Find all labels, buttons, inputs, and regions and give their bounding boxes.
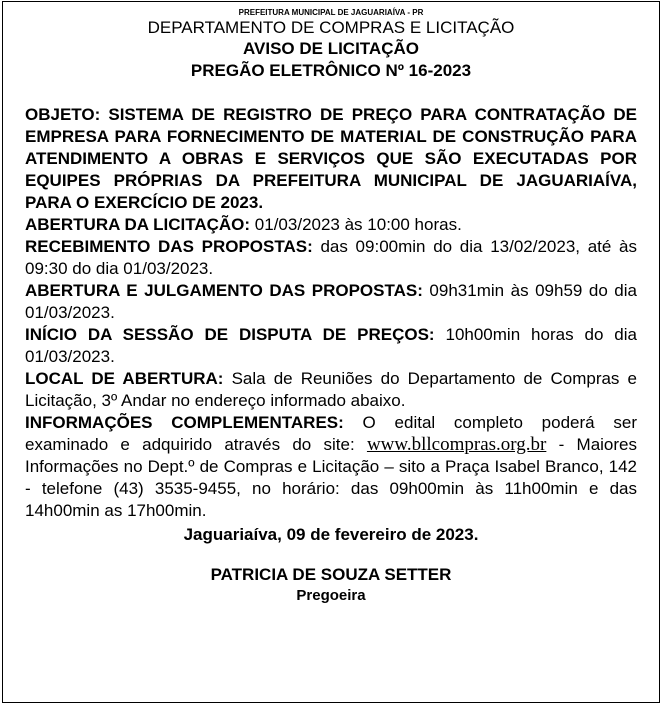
judgment-text: 09h31min às 09h59 do dia 01/03/2023.	[25, 281, 637, 322]
object-paragraph: OBJETO: SISTEMA DE REGISTRO DE PREÇO PARA CONTRATAÇÃO DE EMPRESA PARA FORNECIMENTO DE MATERIAL DE CONSTRUÇÃO PARA ATENDIMENTO A OBRAS E SERVIÇOS QUE SÃO EXECUTADAS POR EQUIPES PRÓPRIAS DA PREFEITURA MUNICIPAL DE JAGUARIAÍVA, PARA O EXERCÍCIO DE 2023.	[25, 105, 637, 212]
dispute-label: INÍCIO DA SESSÃO DE DISPUTA DE PREÇOS:	[25, 325, 435, 344]
info-text-1: O edital completo poderá ser examinado e adquirido através do site:	[25, 413, 637, 454]
location-paragraph	[25, 368, 637, 412]
info-paragraph	[25, 412, 637, 522]
opening-paragraph	[25, 214, 637, 236]
auction-number: PREGÃO ELETRÔNICO Nº 16-2023	[190, 61, 472, 80]
judgment-paragraph	[25, 280, 637, 324]
info-text-2: - Maiores Informações no Dept.º de Compras e Licitação – sito a Praça Isabel Branco, 142 - telefone (43) 3535-9455, no horário: das 09h00min às 11h00min e das 14h00min as 17h00min.	[25, 435, 637, 520]
location-label: LOCAL DE ABERTURA:	[25, 369, 224, 388]
notice-box	[2, 1, 660, 703]
opening-text: 01/03/2023 às 10:00 horas.	[250, 215, 462, 234]
info-label: INFORMAÇÕES COMPLEMENTARES:	[25, 413, 344, 432]
city-date: Jaguariaíva, 09 de fevereiro de 2023.	[183, 525, 479, 544]
dispute-paragraph	[25, 324, 637, 368]
location-text: Sala de Reuniões do Departamento de Compras e Licitação, 3º Andar no endereço informado abaixo.	[25, 369, 637, 410]
website-link[interactable]: www.bllcompras.org.br	[366, 434, 547, 455]
receipt-text: das 09:00min do dia 13/02/2023, até às 09:30 do dia 01/03/2023.	[25, 237, 637, 278]
municipality-header: PREFEITURA MUNICIPAL DE JAGUARIAÍVA - PR	[238, 8, 424, 17]
judgment-label: ABERTURA E JULGAMENTO DAS PROPOSTAS:	[25, 281, 423, 300]
signer-name: PATRICIA DE SOUZA SETTER	[210, 565, 452, 584]
spacer	[25, 82, 637, 104]
notice-title: AVISO DE LICITAÇÃO	[243, 39, 419, 58]
receipt-label: RECEBIMENTO DAS PROPOSTAS:	[25, 237, 313, 256]
receipt-paragraph	[25, 236, 637, 280]
dispute-text: 10h00min horas do dia 01/03/2023.	[25, 325, 637, 366]
department-name: DEPARTAMENTO DE COMPRAS E LICITAÇÃO	[147, 18, 515, 37]
signer-role: Pregoeira	[296, 587, 366, 604]
opening-label: ABERTURA DA LICITAÇÃO:	[25, 215, 251, 234]
